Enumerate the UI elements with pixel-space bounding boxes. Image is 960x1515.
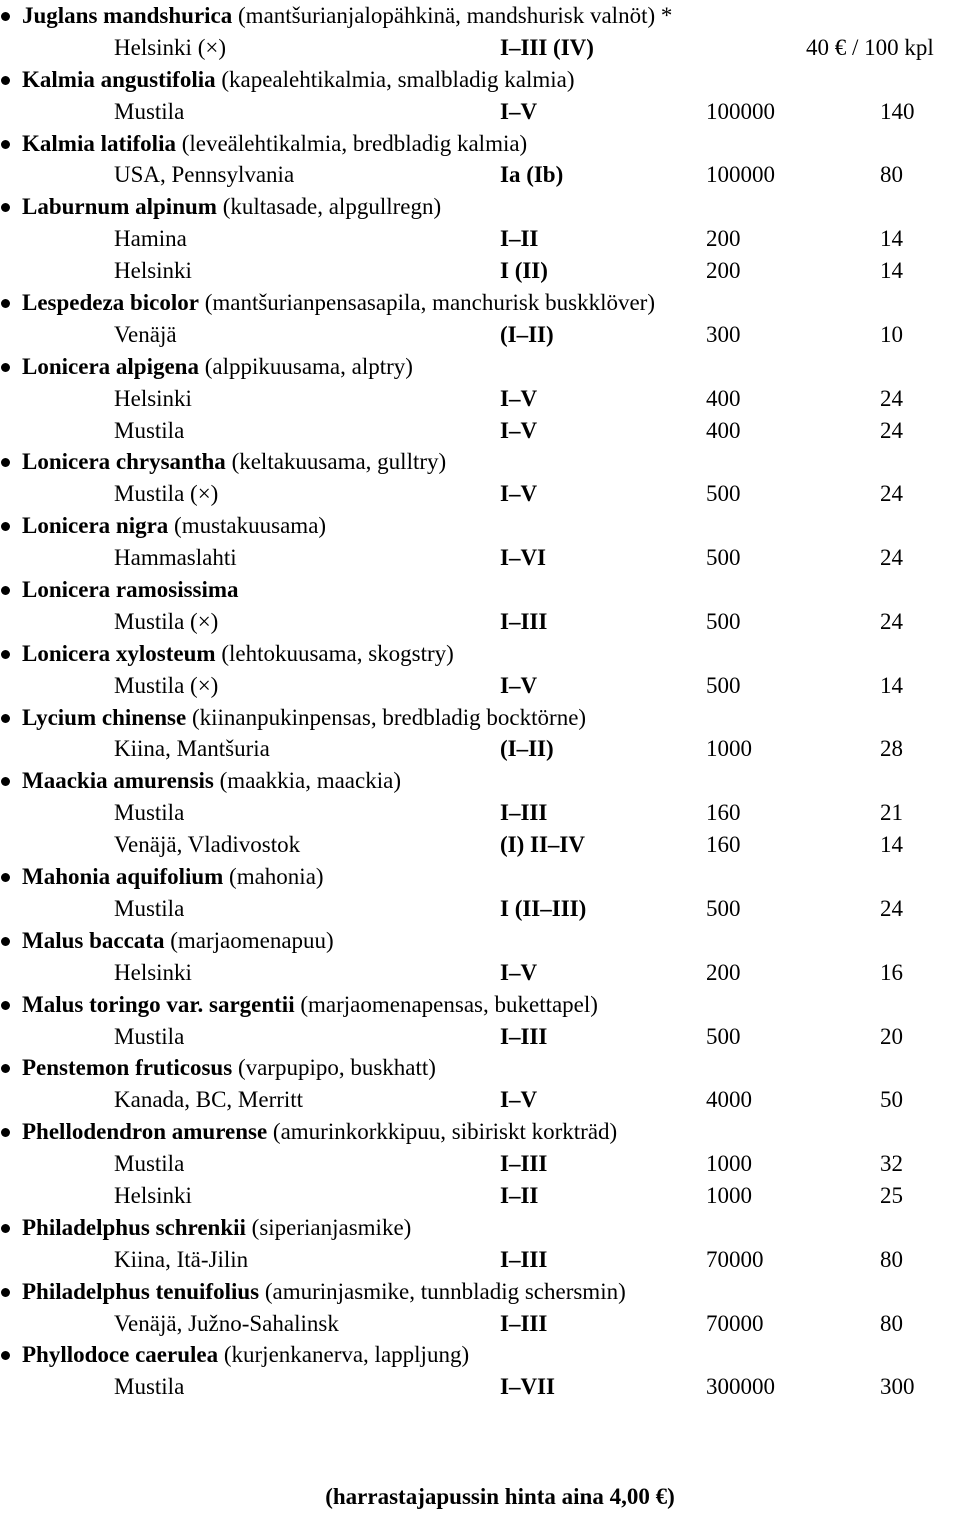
hardiness-zone: I–V bbox=[500, 385, 538, 411]
hybrid-mark: (×) bbox=[190, 672, 219, 698]
price: 32 bbox=[880, 1151, 903, 1177]
scientific-name: Kalmia angustifolia bbox=[22, 66, 216, 92]
bullet-icon bbox=[1, 140, 10, 149]
species-entry bbox=[0, 1339, 960, 1371]
scientific-name: Laburnum alpinum bbox=[22, 194, 217, 220]
species-name bbox=[22, 1052, 436, 1084]
scientific-name: Lonicera ramosissima bbox=[22, 577, 239, 603]
seed-count: 160 bbox=[706, 832, 741, 858]
price: 24 bbox=[880, 481, 903, 507]
species-name bbox=[22, 925, 334, 957]
hardiness-zone: I–III bbox=[500, 800, 548, 826]
price: 14 bbox=[880, 672, 903, 698]
species-entry bbox=[0, 510, 960, 542]
provenance-row bbox=[0, 957, 960, 989]
common-names: (kurjenkanerva, lappljung) bbox=[223, 1342, 470, 1368]
hardiness-zone: (I–II) bbox=[500, 736, 554, 762]
bullet-icon bbox=[1, 1064, 10, 1073]
scientific-name: Malus baccata bbox=[22, 927, 165, 953]
common-names: (kapealehtikalmia, smalbladig kalmia) bbox=[221, 66, 575, 92]
origin-cell bbox=[114, 1308, 339, 1340]
scientific-name: Philadelphus schrenkii bbox=[22, 1214, 246, 1240]
species-name bbox=[22, 128, 527, 160]
origin-text: Mustila bbox=[114, 1374, 185, 1400]
origin-text: Venäjä bbox=[114, 321, 177, 347]
bullet-icon bbox=[1, 873, 10, 882]
seed-count: 100000 bbox=[706, 98, 775, 124]
species-entry bbox=[0, 702, 960, 734]
hardiness-zone: I–III bbox=[500, 1151, 548, 1177]
seed-count: 200 bbox=[706, 959, 741, 985]
provenance-row bbox=[0, 733, 960, 765]
species-entry bbox=[0, 191, 960, 223]
scientific-name: Lycium chinense bbox=[22, 704, 187, 730]
species-entry bbox=[0, 64, 960, 96]
species-name bbox=[22, 1116, 617, 1148]
origin-cell bbox=[114, 829, 300, 861]
bullet-icon bbox=[1, 650, 10, 659]
origin-text: Mustila bbox=[114, 1023, 185, 1049]
species-name bbox=[22, 1276, 626, 1308]
provenance-row bbox=[0, 797, 960, 829]
species-name bbox=[22, 1212, 411, 1244]
scientific-name: Malus toringo var. sargentii bbox=[22, 991, 295, 1017]
species-entry bbox=[0, 351, 960, 383]
species-name bbox=[22, 765, 401, 797]
bullet-icon bbox=[1, 937, 10, 946]
species-name bbox=[22, 351, 413, 383]
scientific-name: Juglans mandshurica bbox=[22, 3, 233, 28]
scientific-name: Philadelphus tenuifolius bbox=[22, 1278, 260, 1304]
species-entry bbox=[0, 638, 960, 670]
price: 24 bbox=[880, 895, 903, 921]
origin-cell bbox=[114, 319, 177, 351]
species-name bbox=[22, 287, 655, 319]
species-name bbox=[22, 510, 326, 542]
common-names: (kiinanpukinpensas, bredbladig bocktörne) bbox=[191, 704, 587, 730]
seed-count: 300000 bbox=[706, 1374, 775, 1400]
bullet-icon bbox=[1, 1128, 10, 1137]
hardiness-zone: I (II) bbox=[500, 258, 548, 284]
provenance-row bbox=[0, 159, 960, 191]
species-name bbox=[22, 0, 672, 32]
species-name bbox=[22, 861, 324, 893]
seed-count: 200 bbox=[706, 226, 741, 252]
scientific-name: Mahonia aquifolium bbox=[22, 864, 224, 890]
bullet-icon bbox=[1, 363, 10, 372]
seed-count: 200 bbox=[706, 258, 741, 284]
bullet-icon bbox=[1, 522, 10, 531]
origin-text: Kiina, Itä-Jilin bbox=[114, 1246, 249, 1272]
origin-cell bbox=[114, 542, 237, 574]
hardiness-zone: Ia (Ib) bbox=[500, 162, 564, 188]
origin-text: USA, Pennsylvania bbox=[114, 162, 295, 188]
species-entry bbox=[0, 861, 960, 893]
bullet-icon bbox=[1, 1001, 10, 1010]
hardiness-zone: I–V bbox=[500, 481, 538, 507]
scientific-name: Maackia amurensis bbox=[22, 768, 214, 794]
origin-cell bbox=[114, 255, 192, 287]
origin-cell bbox=[114, 159, 294, 191]
origin-cell bbox=[114, 1021, 184, 1053]
origin-text: Mustila bbox=[114, 98, 185, 124]
scientific-name: Lespedeza bicolor bbox=[22, 290, 199, 316]
species-entry bbox=[0, 1276, 960, 1308]
origin-cell bbox=[114, 893, 184, 925]
price: 24 bbox=[880, 417, 903, 443]
seed-count: 500 bbox=[706, 545, 741, 571]
hybrid-mark: (×) bbox=[190, 481, 219, 507]
bullet-icon bbox=[1, 1224, 10, 1233]
common-names: (amurinkorkkipuu, sibiriskt korkträd) bbox=[272, 1119, 618, 1145]
origin-text: Mustila bbox=[114, 895, 185, 921]
origin-text: Kiina, Mantšuria bbox=[114, 736, 270, 762]
species-entry bbox=[0, 128, 960, 160]
origin-cell bbox=[114, 223, 187, 255]
origin-cell bbox=[114, 797, 184, 829]
price: 14 bbox=[880, 832, 903, 858]
provenance-row bbox=[0, 1084, 960, 1116]
provenance-row bbox=[0, 542, 960, 574]
origin-text: Mustila bbox=[114, 1151, 185, 1177]
provenance-row bbox=[0, 670, 960, 702]
seed-count: 1000 bbox=[706, 1151, 752, 1177]
price: 21 bbox=[880, 800, 903, 826]
provenance-row bbox=[0, 1021, 960, 1053]
species-entry bbox=[0, 1052, 960, 1084]
provenance-row bbox=[0, 223, 960, 255]
species-entry bbox=[0, 925, 960, 957]
origin-cell bbox=[114, 733, 270, 765]
provenance-row bbox=[0, 319, 960, 351]
species-entry bbox=[0, 0, 960, 32]
species-entry bbox=[0, 1212, 960, 1244]
origin-text: Helsinki bbox=[114, 34, 192, 60]
scientific-name: Lonicera chrysantha bbox=[22, 449, 226, 475]
hardiness-zone: I–II bbox=[500, 1182, 539, 1208]
origin-cell bbox=[114, 1084, 303, 1116]
scientific-name: Lonicera xylosteum bbox=[22, 640, 216, 666]
species-entry bbox=[0, 765, 960, 797]
origin-cell bbox=[114, 606, 218, 638]
common-names: (amurinjasmike, tunnbladig schersmin) bbox=[264, 1278, 626, 1304]
origin-text: Hamina bbox=[114, 226, 187, 252]
species-name bbox=[22, 1339, 469, 1371]
species-name bbox=[22, 574, 239, 606]
hardiness-zone: I–VII bbox=[500, 1374, 555, 1400]
hardiness-zone: I (II–III) bbox=[500, 895, 587, 921]
provenance-row bbox=[0, 96, 960, 128]
price: 28 bbox=[880, 736, 903, 762]
price: 80 bbox=[880, 162, 903, 188]
seed-count: 70000 bbox=[706, 1246, 764, 1272]
origin-cell bbox=[114, 383, 192, 415]
origin-text: Venäjä, Vladivostok bbox=[114, 832, 301, 858]
common-names: (alppikuusama, alptry) bbox=[204, 353, 413, 379]
bullet-icon bbox=[1, 777, 10, 786]
seed-count: 500 bbox=[706, 481, 741, 507]
hardiness-zone: (I–II) bbox=[500, 321, 554, 347]
origin-text: Mustila bbox=[114, 800, 185, 826]
bullet-icon bbox=[1, 714, 10, 723]
species-entry bbox=[0, 446, 960, 478]
price: 140 bbox=[880, 98, 915, 124]
bullet-icon bbox=[1, 203, 10, 212]
origin-cell bbox=[114, 478, 218, 510]
origin-text: Mustila bbox=[114, 481, 185, 507]
hardiness-zone: I–III bbox=[500, 1023, 548, 1049]
price: 50 bbox=[880, 1087, 903, 1113]
scientific-name: Kalmia latifolia bbox=[22, 130, 176, 156]
common-names: (varpupipo, buskhatt) bbox=[237, 1055, 436, 1081]
seed-count: 300 bbox=[706, 321, 741, 347]
common-names: (lehtokuusama, skogstry) bbox=[221, 640, 454, 666]
origin-cell bbox=[114, 1180, 192, 1212]
common-names: (kultasade, alpgullregn) bbox=[222, 194, 442, 220]
price: 80 bbox=[880, 1246, 903, 1272]
seed-count: 160 bbox=[706, 800, 741, 826]
seed-count: 400 bbox=[706, 417, 741, 443]
price: 24 bbox=[880, 385, 903, 411]
provenance-row bbox=[0, 829, 960, 861]
seed-count: 400 bbox=[706, 385, 741, 411]
provenance-row bbox=[0, 1308, 960, 1340]
common-names: (marjaomenapuu) bbox=[170, 927, 334, 953]
species-name bbox=[22, 638, 454, 670]
price: 80 bbox=[880, 1310, 903, 1336]
origin-text: Venäjä, Južno-Sahalinsk bbox=[114, 1310, 339, 1336]
seed-count: 500 bbox=[706, 608, 741, 634]
species-name bbox=[22, 64, 575, 96]
species-name bbox=[22, 446, 446, 478]
hardiness-zone: I–V bbox=[500, 417, 538, 443]
origin-text: Kanada, BC, Merritt bbox=[114, 1087, 304, 1113]
price: 20 bbox=[880, 1023, 903, 1049]
bullet-icon bbox=[1, 299, 10, 308]
price-per-quantity: 40 € / 100 kpl bbox=[806, 34, 934, 60]
scientific-name: Lonicera alpigena bbox=[22, 353, 199, 379]
hybrid-mark: (×) bbox=[197, 34, 226, 60]
common-names: (leveälehtikalmia, bredbladig kalmia) bbox=[181, 130, 528, 156]
common-names: (maakkia, maackia) bbox=[219, 768, 401, 794]
hardiness-zone: I–II bbox=[500, 226, 539, 252]
hardiness-zone: I–III (IV) bbox=[500, 34, 594, 60]
seed-count: 1000 bbox=[706, 736, 752, 762]
origin-cell bbox=[114, 1371, 184, 1403]
price: 25 bbox=[880, 1182, 903, 1208]
provenance-row bbox=[0, 1180, 960, 1212]
provenance-row bbox=[0, 32, 960, 64]
origin-cell bbox=[114, 1148, 184, 1180]
origin-text: Mustila bbox=[114, 417, 185, 443]
hardiness-zone: I–VI bbox=[500, 545, 547, 571]
provenance-row bbox=[0, 478, 960, 510]
price: 16 bbox=[880, 959, 903, 985]
price: 24 bbox=[880, 608, 903, 634]
species-name bbox=[22, 989, 598, 1021]
common-names: (mantšurianpensasapila, manchurisk buskklöver) bbox=[204, 290, 655, 316]
price: 24 bbox=[880, 545, 903, 571]
seed-count: 70000 bbox=[706, 1310, 764, 1336]
hardiness-zone: I–III bbox=[500, 1310, 548, 1336]
common-names: (keltakuusama, gulltry) bbox=[231, 449, 447, 475]
origin-text: Mustila bbox=[114, 608, 185, 634]
bullet-icon bbox=[1, 12, 10, 21]
hardiness-zone: I–V bbox=[500, 672, 538, 698]
provenance-row bbox=[0, 383, 960, 415]
scientific-name: Lonicera nigra bbox=[22, 513, 169, 539]
common-names: (marjaomenapensas, bukettapel) bbox=[300, 991, 598, 1017]
bullet-icon bbox=[1, 76, 10, 85]
origin-text: Helsinki bbox=[114, 385, 192, 411]
seed-count: 500 bbox=[706, 672, 741, 698]
seed-count: 100000 bbox=[706, 162, 775, 188]
price: 10 bbox=[880, 321, 903, 347]
origin-cell bbox=[114, 1244, 248, 1276]
price: 14 bbox=[880, 226, 903, 252]
hardiness-zone: I–V bbox=[500, 98, 538, 124]
origin-text: Helsinki bbox=[114, 1182, 192, 1208]
bullet-icon bbox=[1, 1351, 10, 1360]
seed-count: 4000 bbox=[706, 1087, 752, 1113]
common-names: (siperianjasmike) bbox=[251, 1214, 412, 1240]
common-names: (mustakuusama) bbox=[174, 513, 327, 539]
provenance-row bbox=[0, 1148, 960, 1180]
price: 300 bbox=[880, 1374, 915, 1400]
hardiness-zone: I–III bbox=[500, 1246, 548, 1272]
scientific-name: Phyllodoce caerulea bbox=[22, 1342, 219, 1368]
species-entry bbox=[0, 287, 960, 319]
common-names: (mahonia) bbox=[229, 864, 324, 890]
species-name bbox=[22, 702, 586, 734]
price: 14 bbox=[880, 258, 903, 284]
origin-cell bbox=[114, 415, 184, 447]
scientific-name: Penstemon fruticosus bbox=[22, 1055, 233, 1081]
bullet-icon bbox=[1, 458, 10, 467]
species-entry bbox=[0, 574, 960, 606]
bullet-icon bbox=[1, 1288, 10, 1297]
species-name bbox=[22, 191, 441, 223]
seed-count: 500 bbox=[706, 895, 741, 921]
seed-count: 1000 bbox=[706, 1182, 752, 1208]
common-names: (mantšurianjalopähkinä, mandshurisk valnöt) * bbox=[238, 3, 673, 28]
hobbyist-packet-price-note: (harrastajapussin hinta aina 4,00 €) bbox=[325, 1484, 675, 1509]
hybrid-mark: (×) bbox=[190, 608, 219, 634]
provenance-row bbox=[0, 255, 960, 287]
seed-count: 500 bbox=[706, 1023, 741, 1049]
origin-cell bbox=[114, 957, 192, 989]
bullet-icon bbox=[1, 586, 10, 595]
hardiness-zone: I–V bbox=[500, 1087, 538, 1113]
origin-cell bbox=[114, 670, 218, 702]
origin-cell bbox=[114, 96, 184, 128]
species-entry bbox=[0, 1116, 960, 1148]
hardiness-zone: (I) II–IV bbox=[500, 832, 585, 858]
origin-text: Mustila bbox=[114, 672, 185, 698]
provenance-row bbox=[0, 1371, 960, 1403]
origin-text: Helsinki bbox=[114, 258, 192, 284]
species-entry bbox=[0, 989, 960, 1021]
provenance-row bbox=[0, 606, 960, 638]
origin-cell bbox=[114, 32, 226, 64]
provenance-row bbox=[0, 415, 960, 447]
hardiness-zone: I–V bbox=[500, 959, 538, 985]
origin-text: Hammaslahti bbox=[114, 545, 237, 571]
hardiness-zone: I–III bbox=[500, 608, 548, 634]
provenance-row bbox=[0, 1244, 960, 1276]
scientific-name: Phellodendron amurense bbox=[22, 1119, 268, 1145]
provenance-row bbox=[0, 893, 960, 925]
origin-text: Helsinki bbox=[114, 959, 192, 985]
